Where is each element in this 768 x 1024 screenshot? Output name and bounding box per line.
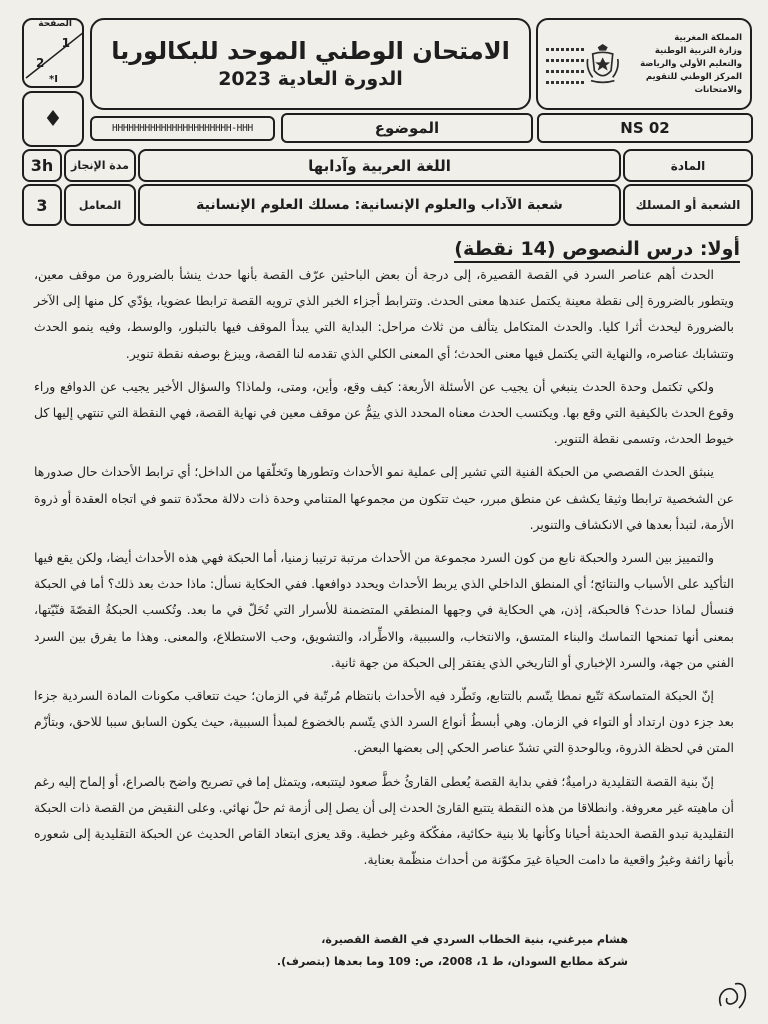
page-label: الصفحة	[38, 19, 72, 29]
subject-label-box	[281, 113, 533, 143]
diamond-box	[22, 91, 84, 147]
source-line-1: هشام ميرغني، بنية الخطاب السردي في القصة القصيرة،	[321, 933, 628, 946]
coefficient-label: المعامل	[64, 184, 136, 226]
exam-title: الامتحان الوطني الموحد للبكالوريا	[111, 37, 510, 65]
coefficient-value: 3	[22, 184, 62, 226]
paragraph: إنّ بنية القصة التقليدية دراميةٌ؛ ففي بداية القصة يُعطى القارئُ خطَّ صعود ليتتبعه، ويتمثل إما في تصريح واضح بالصراع، أو إلماح إليه رغم أن ماهيته غير معروفة. وانطلاقا من هذه النقطة يتتبع القارئ الحدث إلى أن يصل إلى أزمة ثم حلّ نهائي. وعلى النقيض من القصة ذات الحبكة التقليدية تبدو القصة الحديثة أحيانا وكأنها بلا بنية حكائية، مفكّكة وغير خطية. وقد يعزى ابتعاد القاص الحديث عن الحبكة التقليدية إلى شعوره بأنها زائفة وغيرُ واقعية ما دامت الحياة غيرَ مكوّنة من أحداث منظّمة بعناية.	[34, 773, 734, 868]
ministry-text	[620, 32, 743, 97]
candidate-code: HHHHHHHHHHHHHHHHHHHHHH-HHH	[112, 123, 253, 134]
exam-code: NS 02	[620, 119, 670, 137]
ministry-line2: والتعليم الأولي والرياضة	[640, 58, 742, 69]
candidate-code-box	[90, 116, 275, 141]
page-number-box	[22, 18, 84, 88]
branch-value: شعبة الآداب والعلوم الإنسانية: مسلك العلوم الإنسانية	[138, 184, 621, 226]
duration-value: 3h	[22, 149, 62, 182]
tifinagh-text	[546, 44, 586, 84]
ministry-line1: وزارة التربية الوطنية	[654, 45, 742, 56]
paragraph: والتمييز بين السرد والحبكة نابع من كون السرد مجموعة من الأحداث مرتبة ترتيبا زمنيا، أما الحبكة فهي هذه الأحداث أيضا، ولكن يقع فيها التأكيد على الأسباب والنتائج؛ أي المنطق الداخلي الذي يربط الأحداث ويحدد دوافعها. ففي الحكاية نسأل: ماذا حدث بعد ذلك؟ أما في الحبكة فنسأل لماذا حدث؟ فالحبكة، إذن، هي الحكاية في وجهها المنطقي المتضمنة للأسرار التي تُحَلّ في ما بعد. وتُكسب الحبكةُ القصّةَ فنّيّتها، بمعنى أنها تمنحها التماسك والبناء المتسق، والانتخاب، والسببية، والاطِّراد، والتشويق، وحب الاستطلاع، والمعنى. وهذا ما يفرق بين السرد الفني من جهة، والسرد الإخباري أو التاريخي الذي يفتقر إلى الحبكة من جهة ثانية.	[34, 550, 734, 670]
paragraph: ولكي تكتمل وحدة الحدث ينبغي أن يجيب عن الأسئلة الأربعة: كيف وقع، وأين، ومتى، ولماذا؟ والسؤال الأخير يجيب عن الدوافع وراء وقوع الحدث بالكيفية التي وقع بها. ويكتسب الحدث معناه المحدد الذي يتِمُّ عن موقف معين في نهاية القصة، فهي النقطة التي تنتهي إليها كل خيوط الحدث، وتسمى نقطة التنوير.	[34, 378, 734, 447]
page-mark: *I	[49, 74, 58, 85]
page-current: 1	[61, 36, 70, 50]
branch-label: الشعبة أو المسلك	[623, 184, 753, 226]
source-line-2: شركة مطابع السودان، ط 1، 2008، ص: 109 وما بعدها (بتصرف).	[276, 955, 628, 968]
ministry-header-box	[536, 18, 752, 110]
exam-code-box	[537, 113, 753, 143]
source-citation	[277, 929, 628, 973]
section-title: أولا: درس النصوص (14 نقطة)	[454, 237, 740, 263]
paragraph: إنّ الحبكة المتماسكة تَتّبع نمطا يتّسم بالتتابع، وتَطّرد فيه الأحداث بانتظام مُرتّبة في الزمان؛ حيث تتعاقب مكونات المادة السردية جزءا بعد جزء دون ارتداد أو التواء في الزمان. وهي أبسطُ أنواع السرد الذي يتّسم بالخضوع لمبدأ السببية، حيث يكون السابق سببا للاحق، وبتأزّم المتن في لحظة الذروة، وبالوحدةِ التي تشدّ عناصر الحكي إلى بعضها البعض.	[34, 688, 734, 756]
paragraph: الحدث أهم عناصر السرد في القصة القصيرة، إلى درجة أن بعض الباحثين عرّف القصة بأنها حدث ينشأ بالضرورة من موقف معين، ويتطور بالضرورة إلى نقطة معينة يكتمل عندها معنى الحدث. وتترابط أجزاء الخبر الذي ترويه القصة ترابطا عضويا، يؤدّي كل منها إلى الآخر بالضرورة ليحدث أثرا كليا. والحدث المتكامل يتألف من ثلاث مراحل: البداية التي يبدأ الموقف فيها بالتبلور، والوسط، وفيه ينمو الحدث وتتشابك عناصره، والنهاية التي يكتمل فيها معنى الحدث؛ أي المعنى الكلي الذي تقدمه لنا القصة، ويبزغ بوصفه نقطة تنوير.	[34, 267, 734, 361]
duration-label: مدة الإنجاز	[64, 149, 136, 182]
passage-text	[34, 262, 734, 880]
diamond-icon: ♦	[43, 106, 63, 132]
handwritten-mark-icon	[713, 976, 753, 1016]
subject-label: الموضوع	[374, 119, 440, 137]
subject-value: اللغة العربية وآدابها	[138, 149, 621, 182]
exam-title-box	[90, 18, 531, 110]
subject-field-label: المادة	[623, 149, 753, 182]
paragraph: ينبثق الحدث القصصي من الحبكة الفنية التي تشير إلى عملية نمو الأحداث وتطورها وتَخلّقها من الداخل؛ أي ترابط الأحداث حال صدورها عن الشخصية ترابطا وثيقا يكشف عن منطق مبرر، حيث تتكون من مجموعها المتنامي وحدة ذات دلالة محدّدة تنمو في اتجاه العقدة أو ذروة الأزمة، لتبدأ بعدها في الانكشاف والتنوير.	[34, 464, 734, 532]
coat-of-arms-icon	[586, 40, 619, 88]
exam-session: الدورة العادية 2023	[218, 68, 403, 90]
center-label: المركز الوطني للتقويم والامتحانات	[645, 71, 742, 95]
kingdom-label: المملكة المغربية	[674, 32, 742, 43]
page-total: 2	[36, 56, 45, 70]
